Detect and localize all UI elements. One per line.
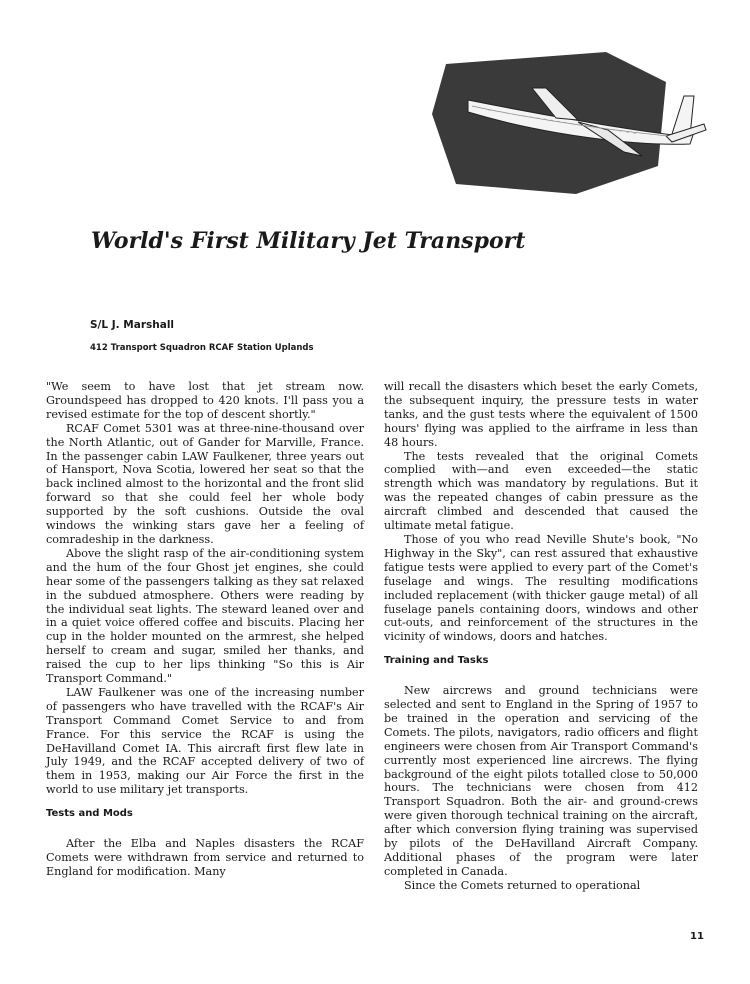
article-title: World's First Military Jet Transport: [91, 228, 526, 254]
paragraph: LAW Faulkener was one of the increasing number of passengers who have travelled with the RCAF's Air Transport Command Comet Service to and from France. For this service the RCAF is using the DeHavilland Comet IA. This aircraft first flew late in July 1949, and the RCAF accepted delivery of two of them in 1953, making our Air Force the first in the world to use military jet transports.: [46, 685, 364, 797]
paragraph: "We seem to have lost that jet stream now. Groundspeed has dropped to 420 knots. I'll pass you a revised estimate for the top of descent shortly.": [46, 380, 364, 421]
paragraph: Those of you who read Neville Shute's book, "No Highway in the Sky", can rest assured that exhaustive fatigue tests were applied to every part of the Comet's fuselage and wings. The resulting modifications included replacement (with thicker gauge metal) of all fuselage panels containing doors, windows and other cut-outs, and reinforcement of the structures in the vicinity of windows, doors and hatches.: [384, 532, 698, 644]
author-byline: S/L J. Marshall: [90, 319, 175, 331]
left-column: [46, 380, 364, 879]
paragraph: After the Elba and Naples disasters the RCAF Comets were withdrawn from service and returned to England for modification. Many: [46, 837, 364, 878]
paragraph: Above the slight rasp of the air-conditioning system and the hum of the four Ghost jet engines, she could hear some of the passengers talking as they sat relaxed in the subdued atmosphere. Others were reading by the individual seat lights. The steward leaned over and in a quiet voice offered coffee and biscuits. Placing her cup in the holder mounted on the armrest, she helped herself to cream and sugar, smiled her thanks, and raised the cup to her lips thinking "So this is Air Transport Command.": [46, 546, 364, 686]
paragraph: will recall the disasters which beset the early Comets, the subsequent inquiry, the pressure tests in water tanks, and the gust tests where the equivalent of 1500 hours' flying was applied to the airframe in less than 48 hours.: [384, 380, 698, 449]
comet-jet-illustration: [428, 48, 726, 200]
section-heading-tests: Tests and Mods: [46, 808, 133, 820]
right-column: [384, 380, 698, 893]
paragraph: RCAF Comet 5301 was at three-nine-thousand over the North Atlantic, out of Gander for Marville, France. In the passenger cabin LAW Faulkener, three years out of Hansport, Nova Scotia, lowered her seat so that the back inclined almost to the horizontal and the front slid forward so that she could feel her whole body supported by the soft cushions. Outside the oval windows the winking stars gave her a feeling of comradeship in the darkness.: [46, 421, 364, 546]
author-affiliation: 412 Transport Squadron RCAF Station Uplands: [90, 343, 314, 353]
paragraph: The tests revealed that the original Comets complied with—and even exceeded—the static strength which was mandatory by regulations. But it was the repeated changes of cabin pressure as the aircraft climbed and descended that caused the ultimate metal fatigue.: [384, 449, 698, 533]
page-number: 11: [690, 931, 704, 942]
paragraph: New aircrews and ground technicians were selected and sent to England in the Spring of 1957 to be trained in the operation and servicing of the Comets. The pilots, navigators, radio officers and flight engineers were chosen from Air Transport Command's currently most experienced line aircrews. The flying background of the eight pilots totalled close to 50,000 hours. The technicians were chosen from 412 Transport Squadron. Both the air- and ground-crews were given thorough technical training on the aircraft, after which conversion flying training was supervised by pilots of the DeHavilland Aircraft Company. Additional phases of the program were later completed in Canada.: [384, 684, 698, 878]
paragraph: Since the Comets returned to operational: [404, 878, 641, 892]
section-heading-training: Training and Tasks: [384, 655, 489, 667]
